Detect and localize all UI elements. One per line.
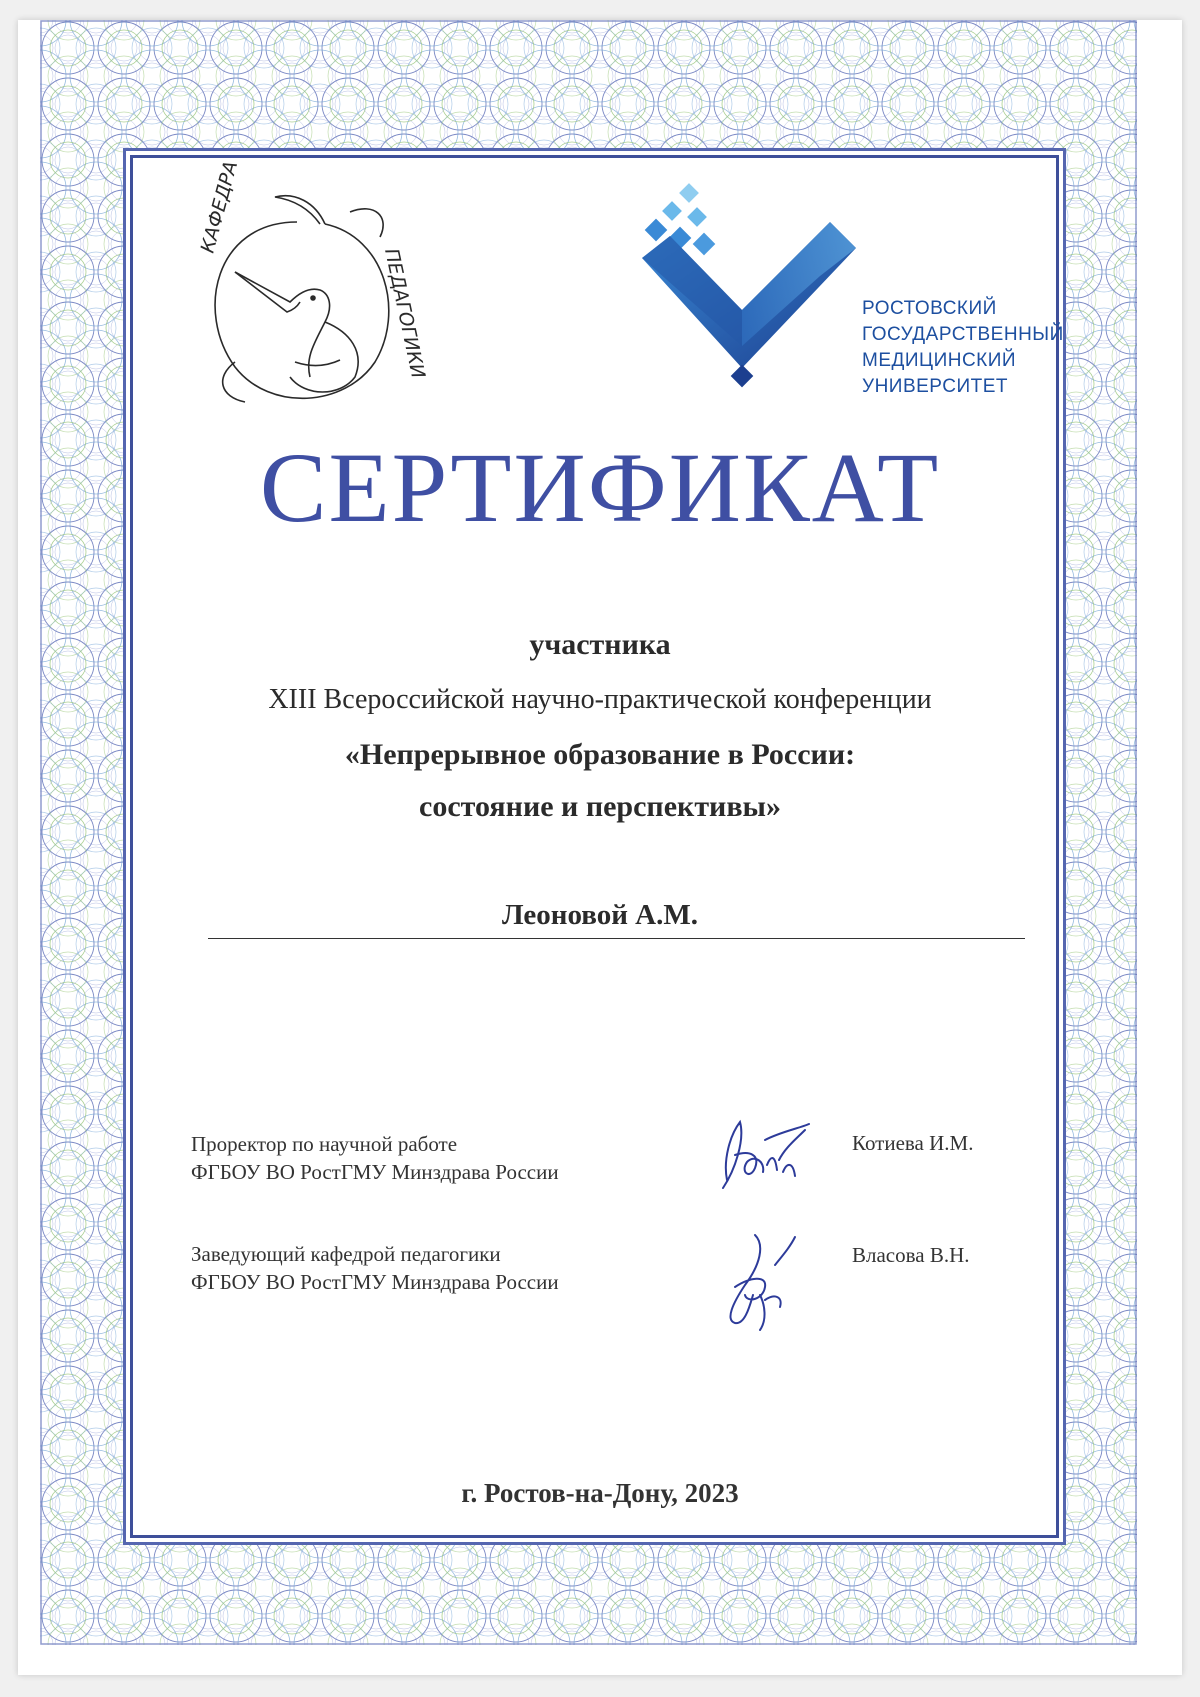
university-name-line: РОСТОВСКИЙ xyxy=(862,298,997,319)
handwritten-signature xyxy=(705,1225,815,1335)
signatory-position-line: Проректор по научной работе xyxy=(191,1132,458,1156)
signatory-name: Власова В.Н. xyxy=(852,1243,970,1267)
pelican-emblem-icon xyxy=(215,196,389,402)
rostgmu-checkmark-logo-icon xyxy=(640,178,858,398)
handwritten-signature xyxy=(705,1110,815,1200)
recipient-underline xyxy=(208,938,1025,939)
certificate-title: СЕРТИФИКАТ xyxy=(259,432,941,543)
signatory-position-line: Заведующий кафедрой педагогики xyxy=(191,1242,501,1266)
signatory-position xyxy=(191,1130,559,1186)
university-name-line: ГОСУДАРСТВЕННЫЙ xyxy=(862,324,1064,345)
signatory-organization-line: ФГБОУ ВО РостГМУ Минздрава России xyxy=(191,1270,559,1294)
department-logo-text-right: ПЕДАГОГИКИ xyxy=(380,246,430,381)
university-name xyxy=(862,296,1064,400)
department-logo-text-left: КАФЕДРА xyxy=(196,158,243,256)
university-name-line: МЕДИЦИНСКИЙ xyxy=(862,350,1017,371)
participant-label: участника xyxy=(529,628,671,661)
signatory-name: Котиева И.М. xyxy=(852,1131,974,1155)
conference-theme-line2: состояние и перспективы» xyxy=(419,790,781,823)
signatory-organization-line: ФГБОУ ВО РостГМУ Минздрава России xyxy=(191,1160,559,1184)
department-logo xyxy=(175,158,430,422)
signatory-position xyxy=(191,1240,559,1296)
conference-theme-line1: «Непрерывное образование в России: xyxy=(344,738,856,771)
university-name-line: УНИВЕРСИТЕТ xyxy=(862,376,1009,397)
conference-name: XIII Всероссийской научно-практической конференции xyxy=(268,684,932,715)
recipient-name: Леоновой А.М. xyxy=(501,899,698,931)
city-year: г. Ростов-на-Дону, 2023 xyxy=(461,1478,739,1508)
